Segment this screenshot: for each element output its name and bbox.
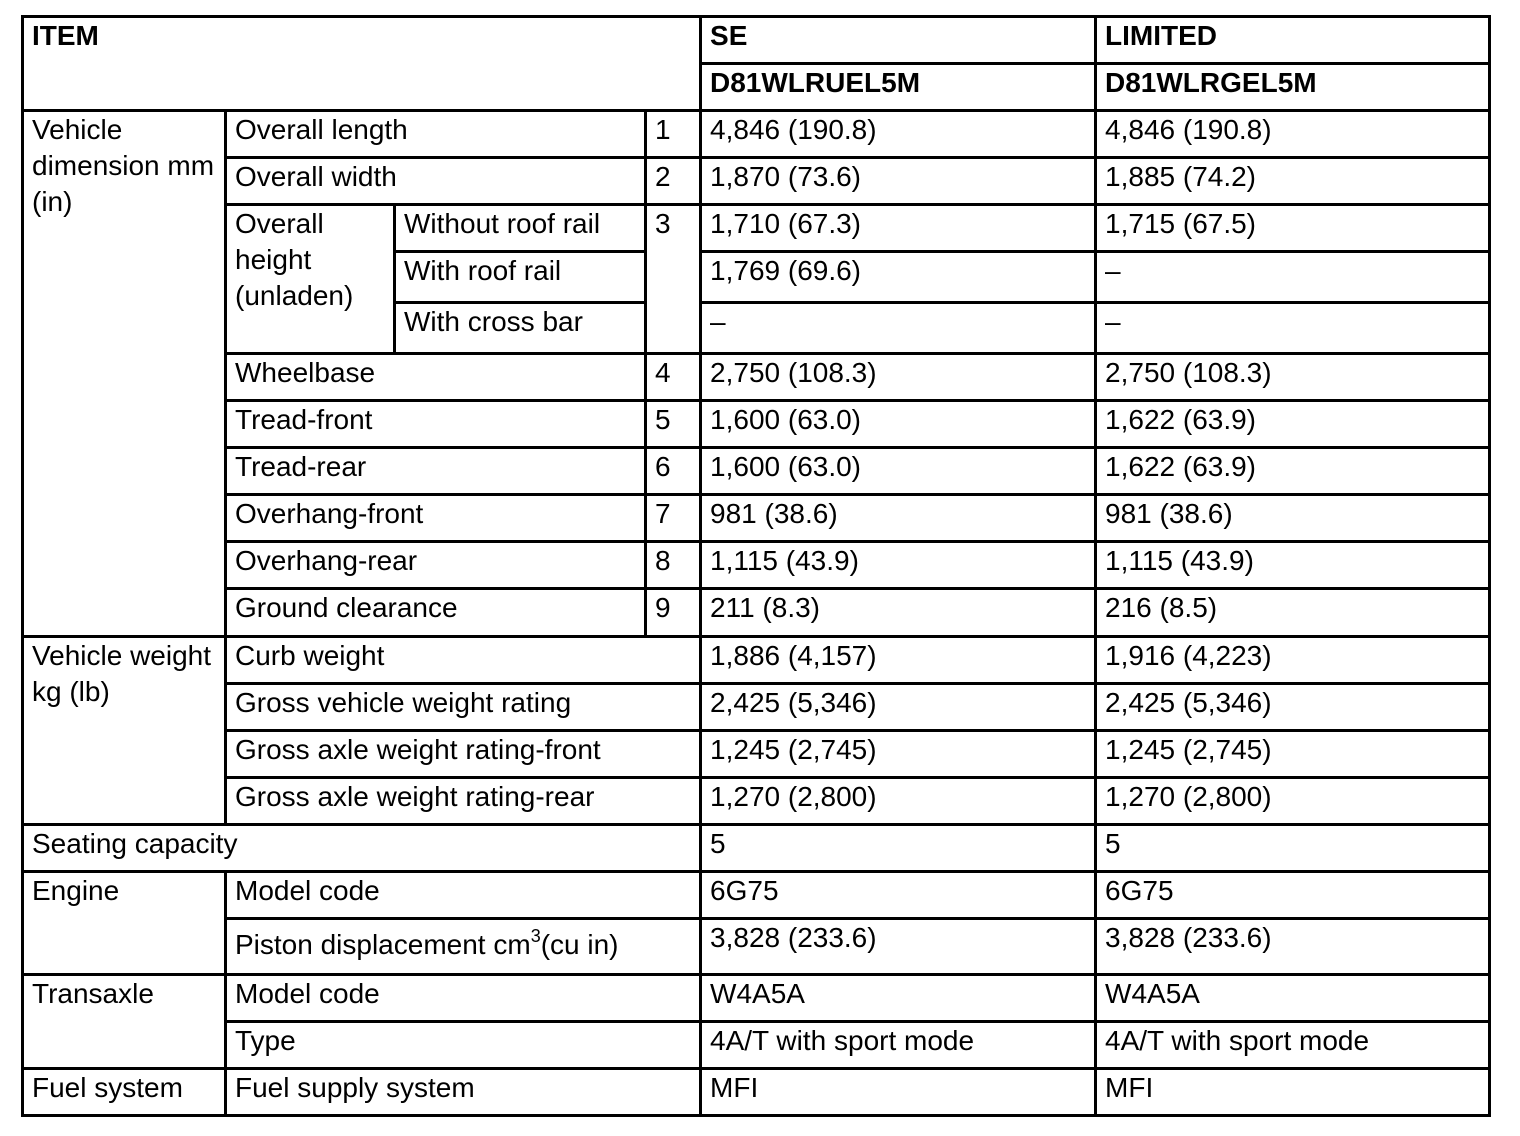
se-value: 1,600 (63.0) (701, 401, 1096, 448)
row-number: 6 (646, 448, 701, 495)
header-row (23, 17, 1490, 64)
limited-value: 1,115 (43.9) (1096, 542, 1490, 589)
limited-value: 1,245 (2,745) (1096, 731, 1490, 778)
se-value: 1,600 (63.0) (701, 448, 1096, 495)
row-label: Overhang-front (226, 495, 646, 542)
row-label: Overall width (226, 158, 646, 205)
se-value: W4A5A (701, 975, 1096, 1022)
group-fuel-system: Fuel system (23, 1069, 226, 1116)
limited-value: MFI (1096, 1069, 1490, 1116)
table-row (23, 589, 1490, 637)
limited-header: LIMITED (1096, 17, 1490, 64)
se-value: 1,870 (73.6) (701, 158, 1096, 205)
limited-value: 3,828 (233.6) (1096, 919, 1490, 975)
piston-label-unit: (cu in) (540, 929, 619, 960)
se-value: 5 (701, 825, 1096, 872)
limited-value: 4,846 (190.8) (1096, 111, 1490, 158)
row-number: 8 (646, 542, 701, 589)
group-vehicle-dimension: Vehicle dimension mm (in) (23, 111, 226, 637)
limited-value: 1,622 (63.9) (1096, 448, 1490, 495)
row-number: 4 (646, 354, 701, 401)
row-label: Ground clearance (226, 589, 646, 637)
row-sublabel: Without roof rail (395, 205, 646, 252)
table-row (23, 542, 1490, 589)
limited-value: 1,270 (2,800) (1096, 778, 1490, 825)
group-seating-capacity: Seating capacity (23, 825, 701, 872)
se-value: 1,115 (43.9) (701, 542, 1096, 589)
limited-value: 2,750 (108.3) (1096, 354, 1490, 401)
row-sublabel: With cross bar (395, 303, 646, 354)
se-value: 1,769 (69.6) (701, 252, 1096, 303)
se-value: 981 (38.6) (701, 495, 1096, 542)
row-label (226, 919, 701, 975)
row-label: Fuel supply system (226, 1069, 701, 1116)
se-value: 2,425 (5,346) (701, 684, 1096, 731)
table-row (23, 778, 1490, 825)
limited-value: 1,885 (74.2) (1096, 158, 1490, 205)
se-value: 1,886 (4,157) (701, 637, 1096, 684)
limited-value: 2,425 (5,346) (1096, 684, 1490, 731)
se-value: 211 (8.3) (701, 589, 1096, 637)
piston-label-text: Piston displacement cm (235, 929, 531, 960)
group-transaxle: Transaxle (23, 975, 226, 1069)
limited-value: 5 (1096, 825, 1490, 872)
limited-value: 1,715 (67.5) (1096, 205, 1490, 252)
limited-value: – (1096, 252, 1490, 303)
spec-table (21, 15, 1491, 1117)
row-label: Gross axle weight rating-rear (226, 778, 701, 825)
row-number: 5 (646, 401, 701, 448)
limited-value: 1,916 (4,223) (1096, 637, 1490, 684)
limited-value: W4A5A (1096, 975, 1490, 1022)
row-label: Wheelbase (226, 354, 646, 401)
se-value: 4,846 (190.8) (701, 111, 1096, 158)
table-row (23, 111, 1490, 158)
limited-value: 6G75 (1096, 872, 1490, 919)
se-value: 3,828 (233.6) (701, 919, 1096, 975)
table-row (23, 354, 1490, 401)
se-value: MFI (701, 1069, 1096, 1116)
row-label: Gross axle weight rating-front (226, 731, 701, 778)
table-row (23, 205, 1490, 252)
group-vehicle-weight: Vehicle weight kg (lb) (23, 637, 226, 825)
limited-value: 1,622 (63.9) (1096, 401, 1490, 448)
table-row (23, 448, 1490, 495)
table-row (23, 684, 1490, 731)
table-row (23, 919, 1490, 975)
limited-value: 981 (38.6) (1096, 495, 1490, 542)
row-number: 7 (646, 495, 701, 542)
row-label: Curb weight (226, 637, 701, 684)
row-label: Overhang-rear (226, 542, 646, 589)
row-label: Tread-rear (226, 448, 646, 495)
row-label: Type (226, 1022, 701, 1069)
table-row (23, 158, 1490, 205)
se-value: 4A/T with sport mode (701, 1022, 1096, 1069)
table-row (23, 731, 1490, 778)
row-label: Gross vehicle weight rating (226, 684, 701, 731)
group-engine: Engine (23, 872, 226, 975)
limited-value: 216 (8.5) (1096, 589, 1490, 637)
se-model-code: D81WLRUEL5M (701, 64, 1096, 111)
overall-height-label: Overall height (unladen) (226, 205, 395, 354)
row-label: Overall length (226, 111, 646, 158)
row-number: 3 (646, 205, 701, 354)
limited-value: 4A/T with sport mode (1096, 1022, 1490, 1069)
table-row (23, 637, 1490, 684)
table-row (23, 1069, 1490, 1116)
table-row (23, 825, 1490, 872)
se-value: 2,750 (108.3) (701, 354, 1096, 401)
se-header: SE (701, 17, 1096, 64)
row-number: 1 (646, 111, 701, 158)
se-value: 6G75 (701, 872, 1096, 919)
se-value: – (701, 303, 1096, 354)
table-row (23, 872, 1490, 919)
row-label: Model code (226, 975, 701, 1022)
item-header: ITEM (23, 17, 701, 111)
table-row (23, 975, 1490, 1022)
se-value: 1,710 (67.3) (701, 205, 1096, 252)
table-row (23, 401, 1490, 448)
row-number: 9 (646, 589, 701, 637)
table-row (23, 495, 1490, 542)
piston-label-superscript: 3 (530, 926, 541, 946)
limited-model-code: D81WLRGEL5M (1096, 64, 1490, 111)
row-label: Model code (226, 872, 701, 919)
se-value: 1,270 (2,800) (701, 778, 1096, 825)
se-value: 1,245 (2,745) (701, 731, 1096, 778)
limited-value: – (1096, 303, 1490, 354)
row-sublabel: With roof rail (395, 252, 646, 303)
row-number: 2 (646, 158, 701, 205)
table-row (23, 1022, 1490, 1069)
row-label: Tread-front (226, 401, 646, 448)
